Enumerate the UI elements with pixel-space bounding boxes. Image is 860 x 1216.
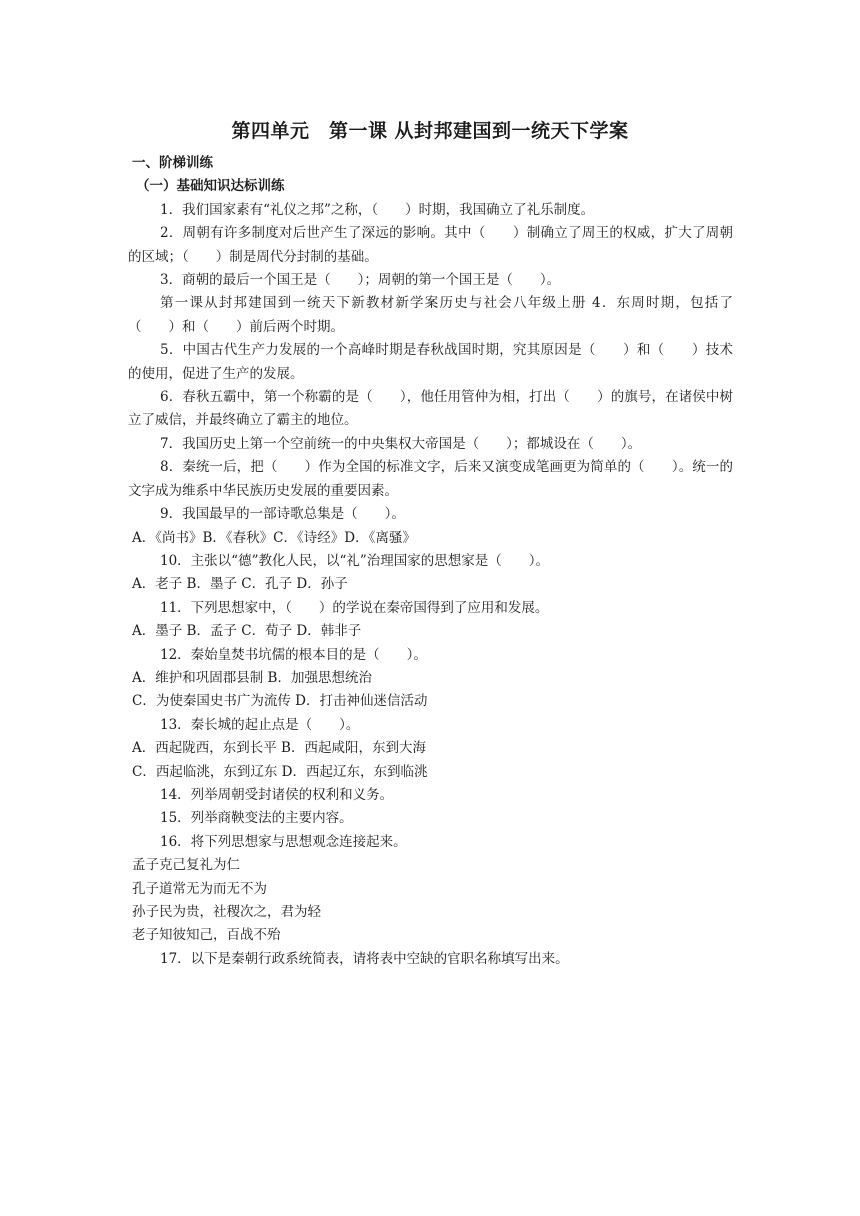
question-12: 12．秦始皇焚书坑儒的根本目的是（ ）。 <box>160 646 427 663</box>
question-6: 6．春秋五霸中，第一个称霸的是（ ），他任用管仲为相，打出（ ）的旗号，在诸侯中树立了威信，并最终确立了霸主的地位。 <box>128 389 733 429</box>
question-5: 5．中国古代生产力发展的一个高峰时期是春秋战国时期，究其原因是（ ）和（ ）技术的使用，促进了生产的发展。 <box>128 342 733 382</box>
question-3: 3．商朝的最后一个国王是（ ）；周朝的第一个国王是（ ）。 <box>160 272 561 289</box>
question-9-options: A．《尚书》B．《春秋》C．《诗经》D．《离骚》 <box>132 529 416 546</box>
question-10-options: A．老子 B．墨子 C．孔子 D．孙子 <box>132 576 348 593</box>
question-14: 14．列举周朝受封诸侯的权利和义务。 <box>160 786 394 803</box>
question-9: 9．我国最早的一部诗歌总集是（ ）。 <box>160 506 405 523</box>
question-12-options-ab: A．维护和巩固郡县制 B．加强思想统治 <box>132 669 372 686</box>
question-11: 11．下列思想家中，（ ）的学说在秦帝国得到了应用和发展。 <box>160 599 549 616</box>
question-10: 10．主张以“德”教化人民，以“礼”治理国家的思想家是（ ）。 <box>160 552 550 569</box>
question-17: 17．以下是秦朝行政系统简表，请将表中空缺的官职名称填写出来。 <box>160 950 569 967</box>
document-body <box>128 152 733 971</box>
question-12-options-cd: C．为使秦国史书广为流传 D．打击神仙迷信活动 <box>132 693 428 710</box>
question-13-options-ab: A．西起陇西，东到长平 B．西起咸阳，东到大海 <box>132 740 426 757</box>
question-11-options: A．墨子 B．孟子 C．荀子 D．韩非子 <box>132 623 362 640</box>
matching-item: 老子知彼知己，百战不殆 <box>132 927 281 944</box>
question-16: 16．将下列思想家与思想观念连接起来。 <box>160 833 407 850</box>
question-13-options-cd: C．西起临洮，东到辽东 D．西起辽东，东到临洮 <box>132 763 428 780</box>
question-15: 15．列举商鞅变法的主要内容。 <box>160 810 353 827</box>
question-13: 13．秦长城的起止点是（ ）。 <box>160 716 360 733</box>
matching-item: 孔子道常无为而无不为 <box>132 880 267 897</box>
question-1: 1．我们国家素有“礼仪之邦”之称，（ ）时期，我国确立了礼乐制度。 <box>160 201 595 218</box>
matching-item: 孟子克己复礼为仁 <box>132 857 240 874</box>
question-8: 8．秦统一后，把（ ）作为全国的标准文字，后来又演变成笔画更为简单的（ ）。统一的文字成为维系中华民族历史发展的重要因素。 <box>128 459 733 499</box>
subsection-heading: （一）基础知识达标训练 <box>136 178 285 195</box>
question-7: 7．我国历史上第一个空前统一的中央集权大帝国是（ ）；都城设在（ ）。 <box>160 435 642 452</box>
document-title: 第四单元 第一课 从封邦建国到一统天下学案 <box>231 120 629 142</box>
question-4: 第一课从封邦建国到一统天下新教材新学案历史与社会八年级上册 4．东周时期，包括了（ ）和（ ）前后两个时期。 <box>128 295 733 335</box>
question-2: 2．周朝有许多制度对后世产生了深远的影响。其中（ ）制确立了周王的权威，扩大了周朝的区域；（ ）制是周代分封制的基础。 <box>128 225 733 265</box>
section-heading: 一、阶梯训练 <box>132 155 213 171</box>
matching-item: 孙子民为贵，社稷次之，君为轻 <box>132 904 321 920</box>
